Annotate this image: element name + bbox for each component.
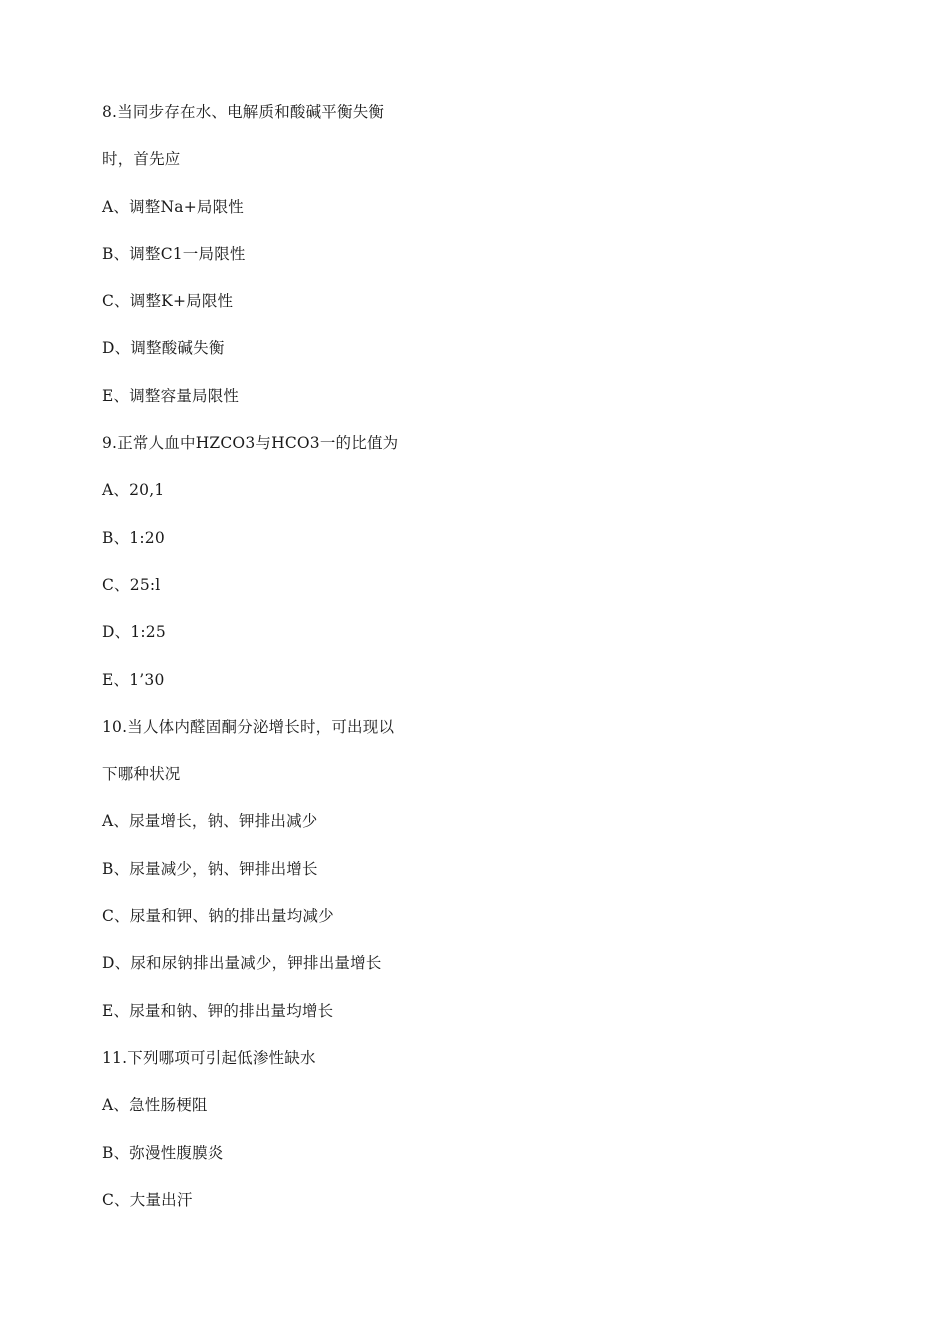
question-9-option-c: C、25:l xyxy=(102,575,161,594)
question-8-stem-line-1: 8.当同步存在水、电解质和酸碱平衡失衡 xyxy=(102,103,385,121)
question-10-option-e: E、尿量和钠、钾的排出量均增长 xyxy=(102,1001,334,1020)
question-9-stem: 9.正常人血中HZCO3与HCO3一的比值为 xyxy=(102,434,399,453)
question-10-option-c: C、尿量和钾、钠的排出量均减少 xyxy=(102,907,334,926)
question-9-option-a: A、20,1 xyxy=(102,481,165,500)
question-10-option-d: D、尿和尿钠排出量减少，钾排出量增长 xyxy=(102,954,382,973)
question-10-stem-line-1: 10.当人体内醛固酮分泌增长时，可出现以 xyxy=(102,717,395,736)
question-8-stem-line-2: 时，首先应 xyxy=(102,150,181,169)
question-8-option-a: A、调整Na+局限性 xyxy=(102,197,244,216)
question-10-option-b: B、尿量减少，钠、钾排出增长 xyxy=(102,859,318,878)
question-9-option-e: E、1’30 xyxy=(102,670,165,689)
question-8-option-b: B、调整C1一局限性 xyxy=(102,244,246,263)
question-8-option-c: C、调整K+局限性 xyxy=(102,292,234,311)
question-11-option-a: A、急性肠梗阻 xyxy=(102,1096,208,1115)
question-11-option-c: C、大量出汗 xyxy=(102,1190,193,1209)
question-9-option-b: B、1:20 xyxy=(102,528,165,547)
question-10-stem-line-2: 下哪种状况 xyxy=(102,765,181,784)
question-11-stem: 11.下列哪项可引起低渗性缺水 xyxy=(102,1048,316,1067)
question-10-option-a: A、尿量增长，钠、钾排出减少 xyxy=(102,812,318,831)
question-9-option-d: D、1:25 xyxy=(102,623,166,642)
question-11-option-b: B、弥漫性腹膜炎 xyxy=(102,1143,224,1162)
question-list xyxy=(102,99,862,1234)
question-8-option-e: E、调整容量局限性 xyxy=(102,386,240,405)
question-8-option-d: D、调整酸碱失衡 xyxy=(102,339,225,358)
